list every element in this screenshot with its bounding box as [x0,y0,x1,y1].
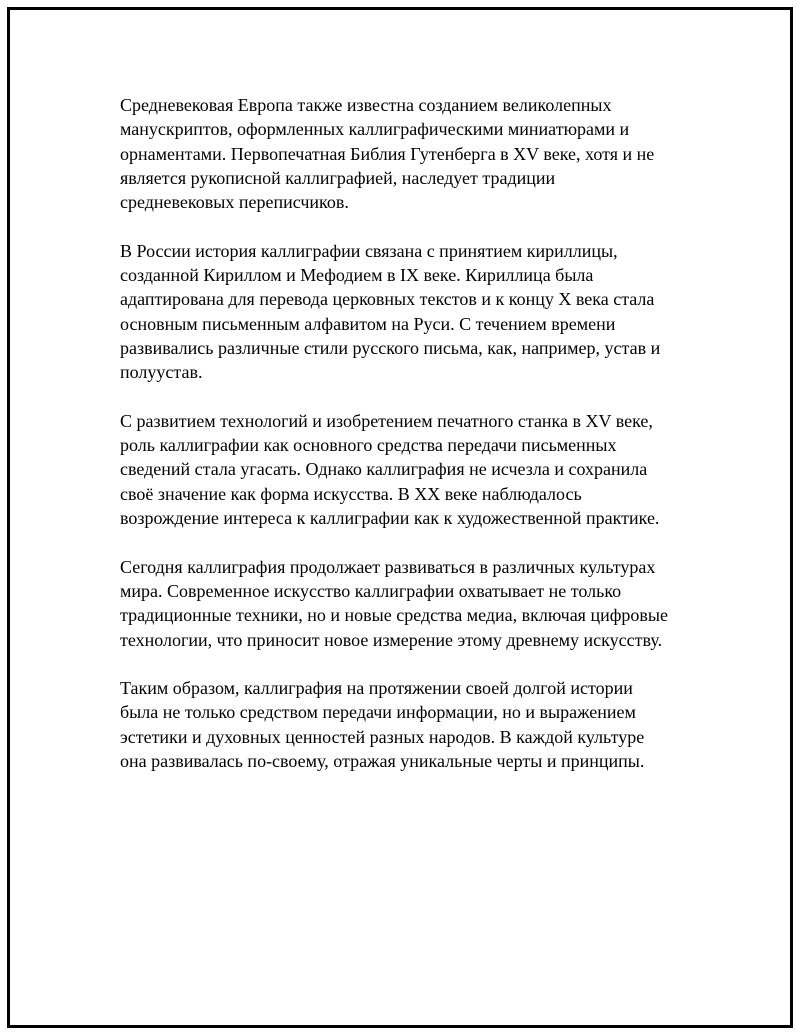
text-line: она развивалась по-своему, отражая уникальные черты и принципы. [120,751,645,772]
paragraph-russia [120,239,710,385]
paragraph-conclusion [120,676,710,773]
text-line: была не только средством передачи информации, но и выражением [120,702,636,723]
text-line: основным письменным алфавитом на Руси. С течением времени [120,313,616,334]
text-line: манускриптов, оформленных каллиграфическими миниатюрами и [120,119,630,140]
text-line: сведений стала угасать. Однако каллиграфия не исчезла и сохранила [120,459,648,480]
text-line: Сегодня каллиграфия продолжает развиваться в различных культурах [120,556,656,577]
text-line: созданной Кириллом и Мефодием в IX веке. Кириллица была [120,265,594,286]
paragraph-medieval-europe [120,93,710,214]
page-frame [7,7,793,1028]
text-line: орнаментами. Первопечатная Библия Гутенберга в XV веке, хотя и не [120,143,655,164]
text-line: традиционные техники, но и новые средства медиа, включая цифровые [120,605,668,626]
text-line: роль каллиграфии как основного средства передачи письменных [120,435,617,456]
document-body [120,93,710,773]
text-line: своё значение как форма искусства. В XX веке наблюдалось [120,483,582,504]
text-line: является рукописной каллиграфией, наследует традиции [120,167,556,188]
text-line: средневековых переписчиков. [120,192,349,213]
text-line: полуустав. [120,362,203,383]
text-line: эстетики и духовных ценностей разных народов. В каждой культуре [120,726,645,747]
text-line: С развитием технологий и изобретением печатного станка в XV веке, [120,410,653,431]
paragraph-printing-press [120,409,710,530]
text-line: В России история каллиграфии связана с принятием кириллицы, [120,240,618,261]
text-line: возрождение интереса к каллиграфии как к художественной практике. [120,508,660,529]
text-line: Таким образом, каллиграфия на протяжении своей долгой истории [120,678,633,699]
text-line: технологии, что приносит новое измерение этому древнему искусству. [120,629,663,650]
text-line: адаптирована для перевода церковных текстов и к концу X века стала [120,289,655,310]
text-line: развивались различные стили русского письма, как, например, устав и [120,337,661,358]
text-line: Средневековая Европа также известна созданием великолепных [120,95,612,115]
text-line: мира. Современное искусство каллиграфии охватывает не только [120,580,622,601]
paragraph-modern-calligraphy [120,555,710,652]
